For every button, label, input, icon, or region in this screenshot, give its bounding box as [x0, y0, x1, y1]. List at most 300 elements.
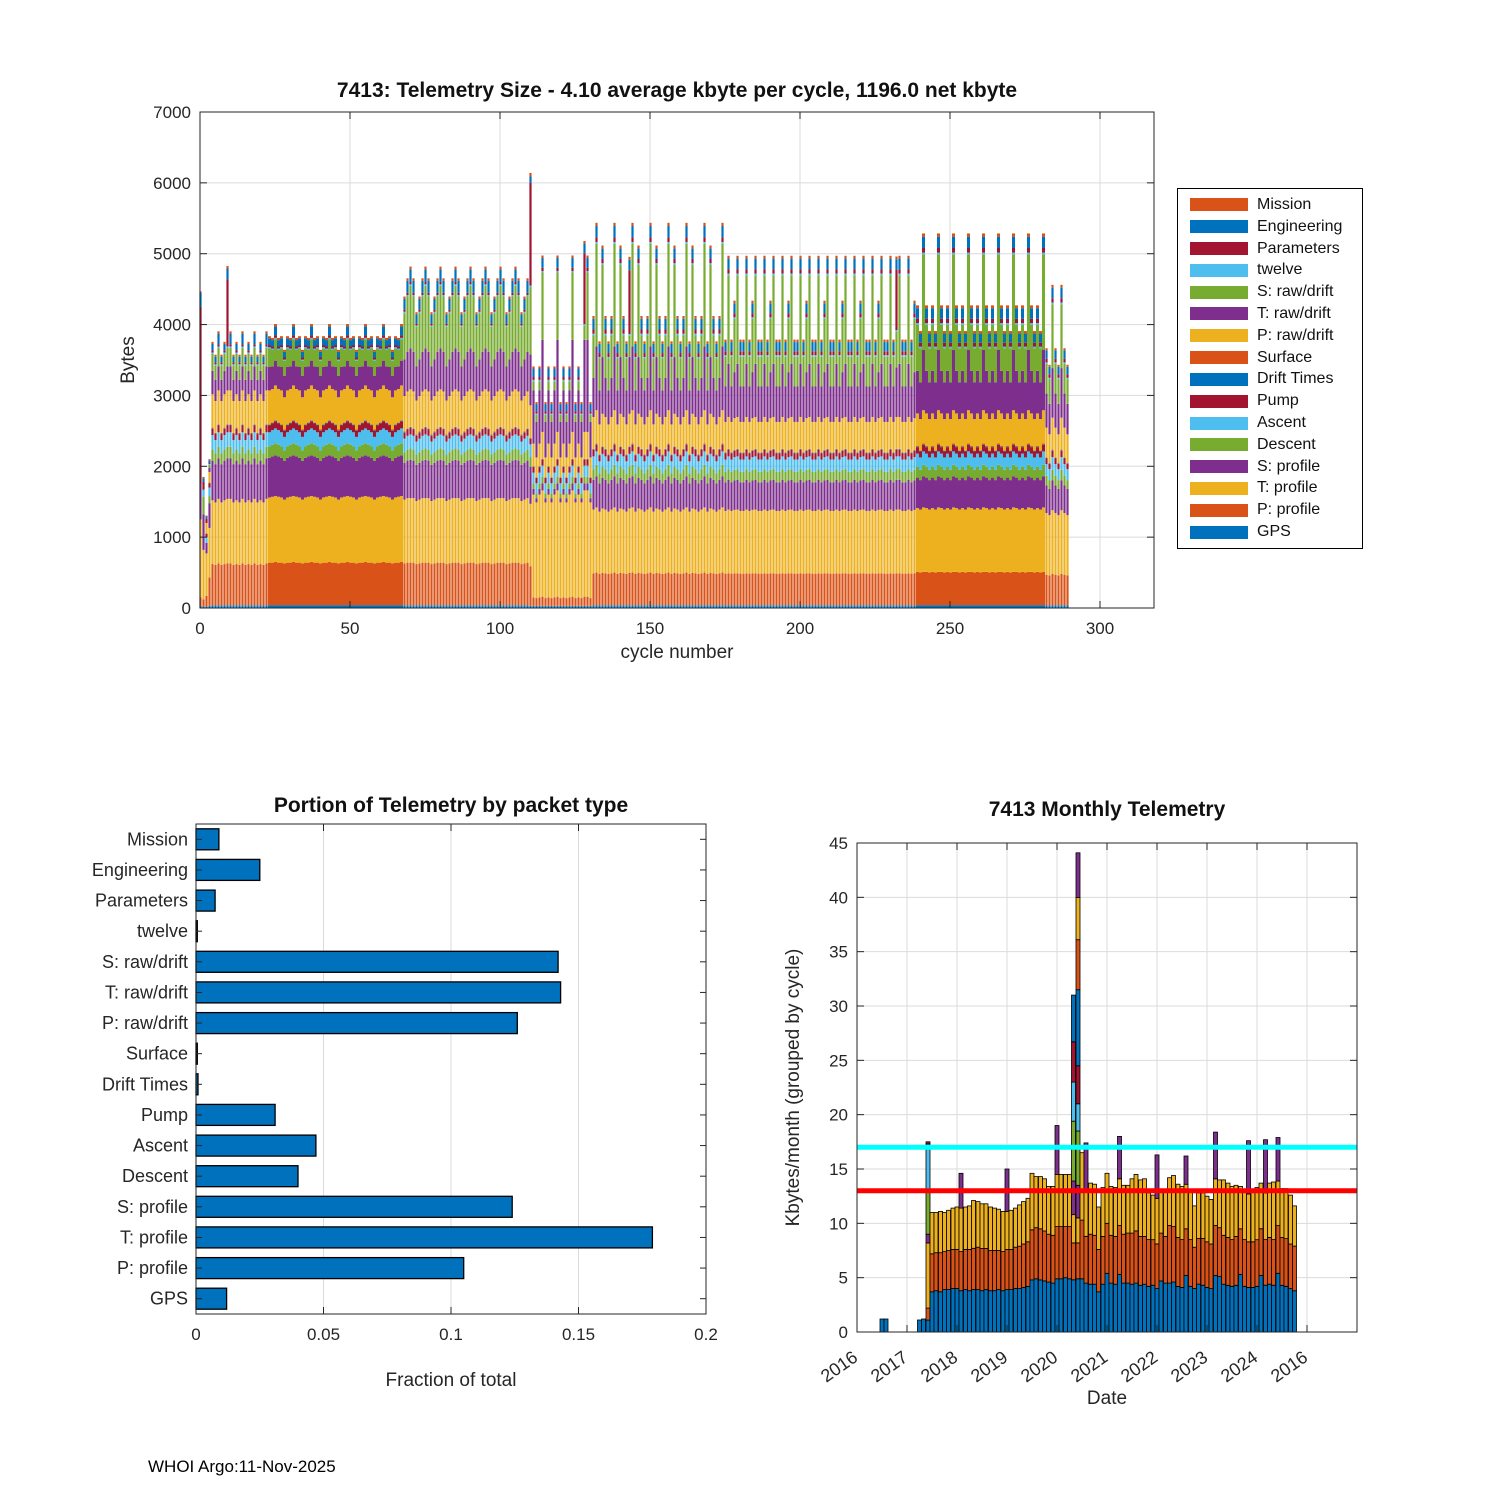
bar-segment	[655, 265, 657, 357]
bar-segment	[796, 422, 798, 452]
bar-segment	[949, 573, 952, 606]
bar-segment	[208, 460, 210, 463]
bar-segment	[1289, 1289, 1293, 1333]
bar-segment	[631, 465, 633, 476]
bar-segment	[958, 419, 961, 450]
bar-segment	[772, 256, 774, 259]
bar-segment	[250, 440, 252, 453]
bar-segment	[253, 447, 255, 459]
bar-segment	[1021, 308, 1024, 319]
bar-segment	[310, 428, 313, 443]
bar-segment	[1009, 451, 1012, 452]
bar-segment	[457, 498, 459, 562]
bar-segment	[316, 458, 319, 498]
bar-segment	[547, 597, 549, 606]
bar-segment	[1021, 446, 1024, 447]
bar-segment	[1039, 573, 1042, 606]
bar-segment	[205, 537, 207, 543]
bar-segment	[895, 456, 897, 469]
bar-segment	[1159, 1281, 1163, 1332]
bar-segment	[952, 253, 955, 255]
bar-segment	[334, 497, 337, 562]
bar-segment	[523, 359, 525, 396]
bar-segment	[442, 429, 444, 430]
bar-segment	[304, 367, 307, 390]
bar-segment	[754, 573, 756, 605]
bar-segment	[274, 496, 277, 562]
bar-segment	[769, 319, 771, 372]
bar-segment	[829, 482, 831, 511]
category-label: twelve	[136, 921, 188, 942]
bar-segment	[724, 340, 726, 342]
bar-segment	[910, 511, 912, 574]
bar-segment	[241, 458, 243, 498]
bar-segment	[721, 410, 723, 443]
bar-segment	[670, 455, 672, 461]
bar-segment	[502, 281, 504, 293]
bar-segment	[958, 510, 961, 573]
bar-segment	[1022, 1244, 1026, 1288]
bar-segment	[607, 483, 609, 511]
bar-segment	[562, 380, 564, 381]
bar-segment	[730, 357, 732, 387]
bar-segment	[265, 458, 267, 498]
bar-segment	[484, 348, 486, 389]
bar-segment	[742, 472, 744, 482]
bar-segment	[892, 452, 894, 453]
bar-segment	[388, 367, 391, 390]
bar-segment	[265, 366, 267, 390]
bar-segment	[655, 478, 657, 508]
bar-segment	[889, 259, 891, 270]
bar-segment	[700, 469, 702, 480]
bar-segment	[931, 325, 934, 371]
bar-segment	[235, 354, 237, 371]
bar-segment	[1289, 1195, 1293, 1244]
bar-segment	[1209, 1289, 1213, 1333]
bar-segment	[343, 422, 346, 423]
bar-segment	[667, 573, 669, 606]
bar-segment	[991, 508, 994, 572]
bar-segment	[984, 1248, 988, 1289]
bar-segment	[259, 354, 261, 371]
bar-segment	[766, 453, 768, 454]
bar-segment	[1109, 1186, 1113, 1235]
bar-segment	[535, 422, 537, 457]
bar-segment	[697, 483, 699, 511]
bar-segment	[664, 449, 666, 450]
bar-segment	[280, 426, 283, 433]
bar-segment	[217, 334, 219, 345]
bar-segment	[1039, 334, 1042, 343]
bar-segment	[847, 351, 849, 355]
bar-segment	[691, 245, 693, 248]
bar-segment	[907, 269, 909, 273]
bar-segment	[934, 1213, 938, 1253]
bar-segment	[232, 565, 234, 605]
bar-segment	[319, 360, 322, 361]
bar-segment	[307, 340, 310, 346]
bar-segment	[604, 334, 606, 336]
bar-segment	[454, 284, 456, 286]
bar-segment	[907, 364, 909, 417]
bar-segment	[748, 387, 750, 422]
bar-segment	[487, 297, 489, 352]
bar-segment	[613, 242, 615, 244]
bar-segment	[1036, 508, 1039, 572]
bar-segment	[922, 237, 925, 248]
bar-segment	[934, 573, 937, 606]
bar-segment	[697, 390, 699, 424]
bar-segment	[913, 573, 915, 605]
bar-segment	[367, 423, 370, 430]
bar-segment	[970, 323, 973, 325]
bar-segment	[595, 346, 597, 410]
bar-segment	[340, 424, 343, 425]
bar-segment	[781, 510, 783, 574]
bar-segment	[646, 378, 648, 417]
bar-segment	[445, 501, 447, 564]
bar-segment	[721, 476, 723, 507]
bar-segment	[1051, 303, 1053, 305]
bar-segment	[1048, 378, 1050, 379]
bar-segment	[319, 450, 322, 461]
bar-segment	[781, 449, 783, 450]
bar-segment	[568, 467, 570, 473]
bar-segment	[733, 317, 735, 319]
bar-segment	[700, 456, 702, 469]
bar-segment	[691, 454, 693, 467]
bar-segment	[262, 380, 264, 401]
bar-segment	[682, 510, 684, 574]
bar-segment	[976, 467, 979, 478]
bar-segment	[214, 433, 216, 434]
bar-segment	[478, 310, 480, 312]
bar-segment	[379, 423, 382, 424]
bar-segment	[895, 367, 897, 417]
bar-segment	[850, 387, 852, 422]
bar-segment	[622, 469, 624, 480]
bar-segment	[502, 563, 504, 606]
bar-segment	[769, 457, 771, 470]
bar-segment	[712, 573, 714, 605]
bar-segment	[968, 1249, 972, 1290]
bar-segment	[331, 456, 334, 496]
bar-segment	[1168, 1283, 1172, 1332]
bar-segment	[382, 339, 385, 360]
bar-segment	[619, 263, 621, 265]
bar-segment	[253, 563, 255, 605]
bar-segment	[802, 452, 804, 453]
bar-segment	[409, 348, 411, 389]
bar-segment	[637, 448, 639, 454]
bar-segment	[226, 348, 228, 366]
bar-segment	[274, 338, 277, 340]
bar-segment	[844, 456, 846, 469]
bar-segment	[685, 223, 687, 226]
bar-segment	[616, 357, 618, 359]
bar-segment	[580, 483, 582, 493]
bar-segment	[934, 451, 937, 457]
bar-segment	[1197, 1284, 1201, 1332]
bar-segment	[208, 488, 210, 497]
bar-segment	[664, 480, 666, 510]
bar-segment	[736, 273, 738, 275]
bar-segment	[346, 496, 349, 562]
bar-segment	[433, 431, 435, 432]
bar-segment	[892, 482, 894, 511]
bar-segment	[1143, 1284, 1147, 1332]
bar-segment	[343, 389, 346, 422]
bar-segment	[745, 450, 747, 456]
bar-segment	[421, 436, 423, 450]
bar-segment	[388, 424, 391, 425]
bar-segment	[550, 483, 552, 493]
bar-segment	[856, 340, 858, 342]
bar-segment	[853, 480, 855, 510]
bar-segment	[571, 483, 573, 490]
bar-segment	[913, 470, 915, 481]
bar-segment	[1026, 1198, 1030, 1242]
bar-segment	[475, 324, 477, 326]
bar-segment	[370, 347, 373, 348]
bar-segment	[229, 432, 231, 447]
bar-segment	[394, 426, 397, 433]
bar-segment	[427, 293, 429, 295]
bar-segment	[778, 460, 780, 472]
bar-segment	[1024, 510, 1027, 573]
bar-segment	[322, 336, 325, 338]
bar-segment	[787, 470, 789, 481]
bar-segment	[1042, 253, 1045, 255]
bar-segment	[832, 472, 834, 482]
bar-segment	[844, 449, 846, 450]
bar-segment	[565, 415, 567, 422]
bar-segment	[904, 482, 906, 511]
bar-segment	[832, 340, 834, 342]
bar-segment	[439, 428, 441, 434]
bar-segment	[382, 338, 385, 340]
bar-segment	[1042, 476, 1045, 507]
bar-segment	[598, 461, 600, 473]
bar-segment	[691, 467, 693, 478]
bar-segment	[943, 1252, 947, 1290]
bar-segment	[499, 267, 501, 270]
bar-segment	[640, 335, 642, 378]
bar-segment	[586, 272, 588, 339]
bar-segment	[1060, 288, 1062, 299]
bar-segment	[643, 359, 645, 391]
bar-segment	[679, 455, 681, 456]
bar-segment	[919, 480, 922, 509]
bar-segment	[670, 359, 672, 391]
bar-segment	[691, 573, 693, 605]
bar-segment	[607, 357, 609, 359]
bar-segment	[424, 563, 426, 606]
bar-segment	[295, 423, 298, 430]
bar-segment	[919, 331, 922, 333]
bar-segment	[991, 478, 994, 508]
bar-segment	[793, 454, 795, 460]
bar-segment	[946, 413, 949, 446]
bar-segment	[928, 382, 931, 419]
bar-segment	[520, 455, 522, 465]
bar-segment	[241, 366, 243, 390]
bar-segment	[379, 563, 382, 606]
bar-segment	[607, 424, 609, 454]
bar-segment	[793, 482, 795, 511]
bar-segment	[487, 498, 489, 562]
y-tick-label: 15	[829, 1160, 848, 1179]
bar-segment	[268, 367, 271, 390]
bar-segment	[802, 574, 804, 606]
bar-segment	[880, 510, 882, 574]
bar-segment	[301, 563, 304, 605]
bar-segment	[223, 429, 225, 435]
bar-segment	[235, 461, 237, 501]
bar-segment	[298, 390, 301, 424]
bar-segment	[817, 417, 819, 449]
bar-segment	[1060, 304, 1062, 368]
bar-segment	[649, 223, 651, 226]
bar-segment	[313, 563, 316, 606]
bar-segment	[1059, 1227, 1063, 1279]
bar-segment	[1009, 450, 1012, 451]
bar-segment	[1072, 1042, 1076, 1082]
bar-segment	[403, 396, 405, 431]
bar-segment	[277, 422, 280, 423]
bar-segment	[811, 460, 813, 472]
bar-segment	[862, 573, 864, 605]
bar-segment	[874, 387, 876, 422]
bar-segment	[328, 385, 331, 420]
bar-segment	[1039, 451, 1042, 457]
bar-segment	[700, 335, 702, 378]
bar-segment	[964, 457, 967, 469]
bar-segment	[502, 429, 504, 430]
bar-segment	[517, 450, 519, 461]
bar-segment	[790, 510, 792, 574]
bar-segment	[412, 295, 414, 296]
bar-segment	[730, 460, 732, 472]
bar-segment	[796, 357, 798, 387]
bar-segment	[1054, 362, 1056, 363]
bar-segment	[706, 483, 708, 511]
bar-segment	[709, 446, 711, 447]
bar-segment	[649, 507, 651, 572]
bar-segment	[289, 346, 292, 348]
bar-segment	[571, 340, 573, 432]
bar-segment	[433, 297, 435, 299]
bar-segment	[904, 453, 906, 454]
bar-segment	[559, 502, 561, 598]
bar-segment	[526, 352, 528, 392]
bar-segment	[682, 450, 684, 456]
bar-segment	[988, 480, 991, 509]
bar-segment	[460, 465, 462, 501]
bar-segment	[682, 319, 684, 330]
bar-segment	[886, 351, 888, 355]
bar-segment	[946, 467, 949, 478]
bar-segment	[403, 439, 405, 452]
bar-segment	[283, 397, 286, 429]
bar-segment	[709, 265, 711, 357]
bar-segment	[814, 351, 816, 355]
bar-segment	[916, 447, 919, 453]
bar-segment	[553, 369, 555, 378]
bar-segment	[538, 377, 540, 380]
bar-segment	[484, 427, 486, 428]
bar-segment	[505, 441, 507, 454]
bar-segment	[715, 353, 717, 357]
bar-segment	[625, 359, 627, 391]
bar-segment	[448, 432, 450, 433]
bar-segment	[562, 467, 564, 473]
bar-segment	[628, 270, 630, 334]
bar-segment	[1222, 1235, 1226, 1284]
bar-segment	[787, 372, 789, 418]
bar-segment	[334, 425, 337, 426]
bar-segment	[589, 415, 591, 422]
bar-segment	[352, 446, 355, 457]
bar-segment	[931, 319, 934, 323]
bar-segment	[952, 507, 955, 571]
bar-segment	[457, 429, 459, 435]
bar-segment	[916, 323, 919, 325]
bar-segment	[328, 326, 331, 335]
bar-segment	[724, 460, 726, 472]
bar-segment	[325, 346, 328, 348]
bar-segment	[1054, 485, 1056, 513]
bar-segment	[976, 371, 979, 414]
bar-segment	[670, 461, 672, 473]
bar-segment	[1024, 419, 1027, 450]
bar-segment	[733, 301, 735, 304]
bar-segment	[346, 324, 349, 326]
bar-segment	[448, 463, 450, 500]
bar-segment	[517, 428, 519, 429]
bar-segment	[592, 316, 594, 319]
bar-segment	[379, 456, 382, 496]
bar-segment	[322, 367, 325, 390]
bar-segment	[310, 421, 313, 422]
bar-segment	[628, 334, 630, 336]
bar-segment	[910, 342, 912, 351]
bar-segment	[262, 433, 264, 434]
bar-segment	[772, 449, 774, 450]
bar-segment	[853, 449, 855, 450]
bar-segment	[547, 444, 549, 467]
bar-segment	[247, 428, 249, 429]
bar-segment	[1030, 323, 1033, 325]
bar-segment	[616, 424, 618, 454]
bar-segment	[964, 382, 967, 419]
bar-segment	[514, 498, 516, 562]
bar-segment	[661, 455, 663, 461]
bar-segment	[547, 489, 549, 495]
bar-segment	[469, 498, 471, 562]
bar-segment	[250, 364, 252, 365]
bar-segment	[811, 574, 813, 606]
bar-segment	[1057, 469, 1059, 480]
bar-segment	[403, 452, 405, 463]
bar-segment	[1243, 1240, 1247, 1287]
bar-segment	[682, 480, 684, 510]
bar-segment	[517, 461, 519, 499]
bar-segment	[442, 391, 444, 428]
bar-segment	[280, 338, 283, 345]
bar-segment	[817, 275, 819, 364]
